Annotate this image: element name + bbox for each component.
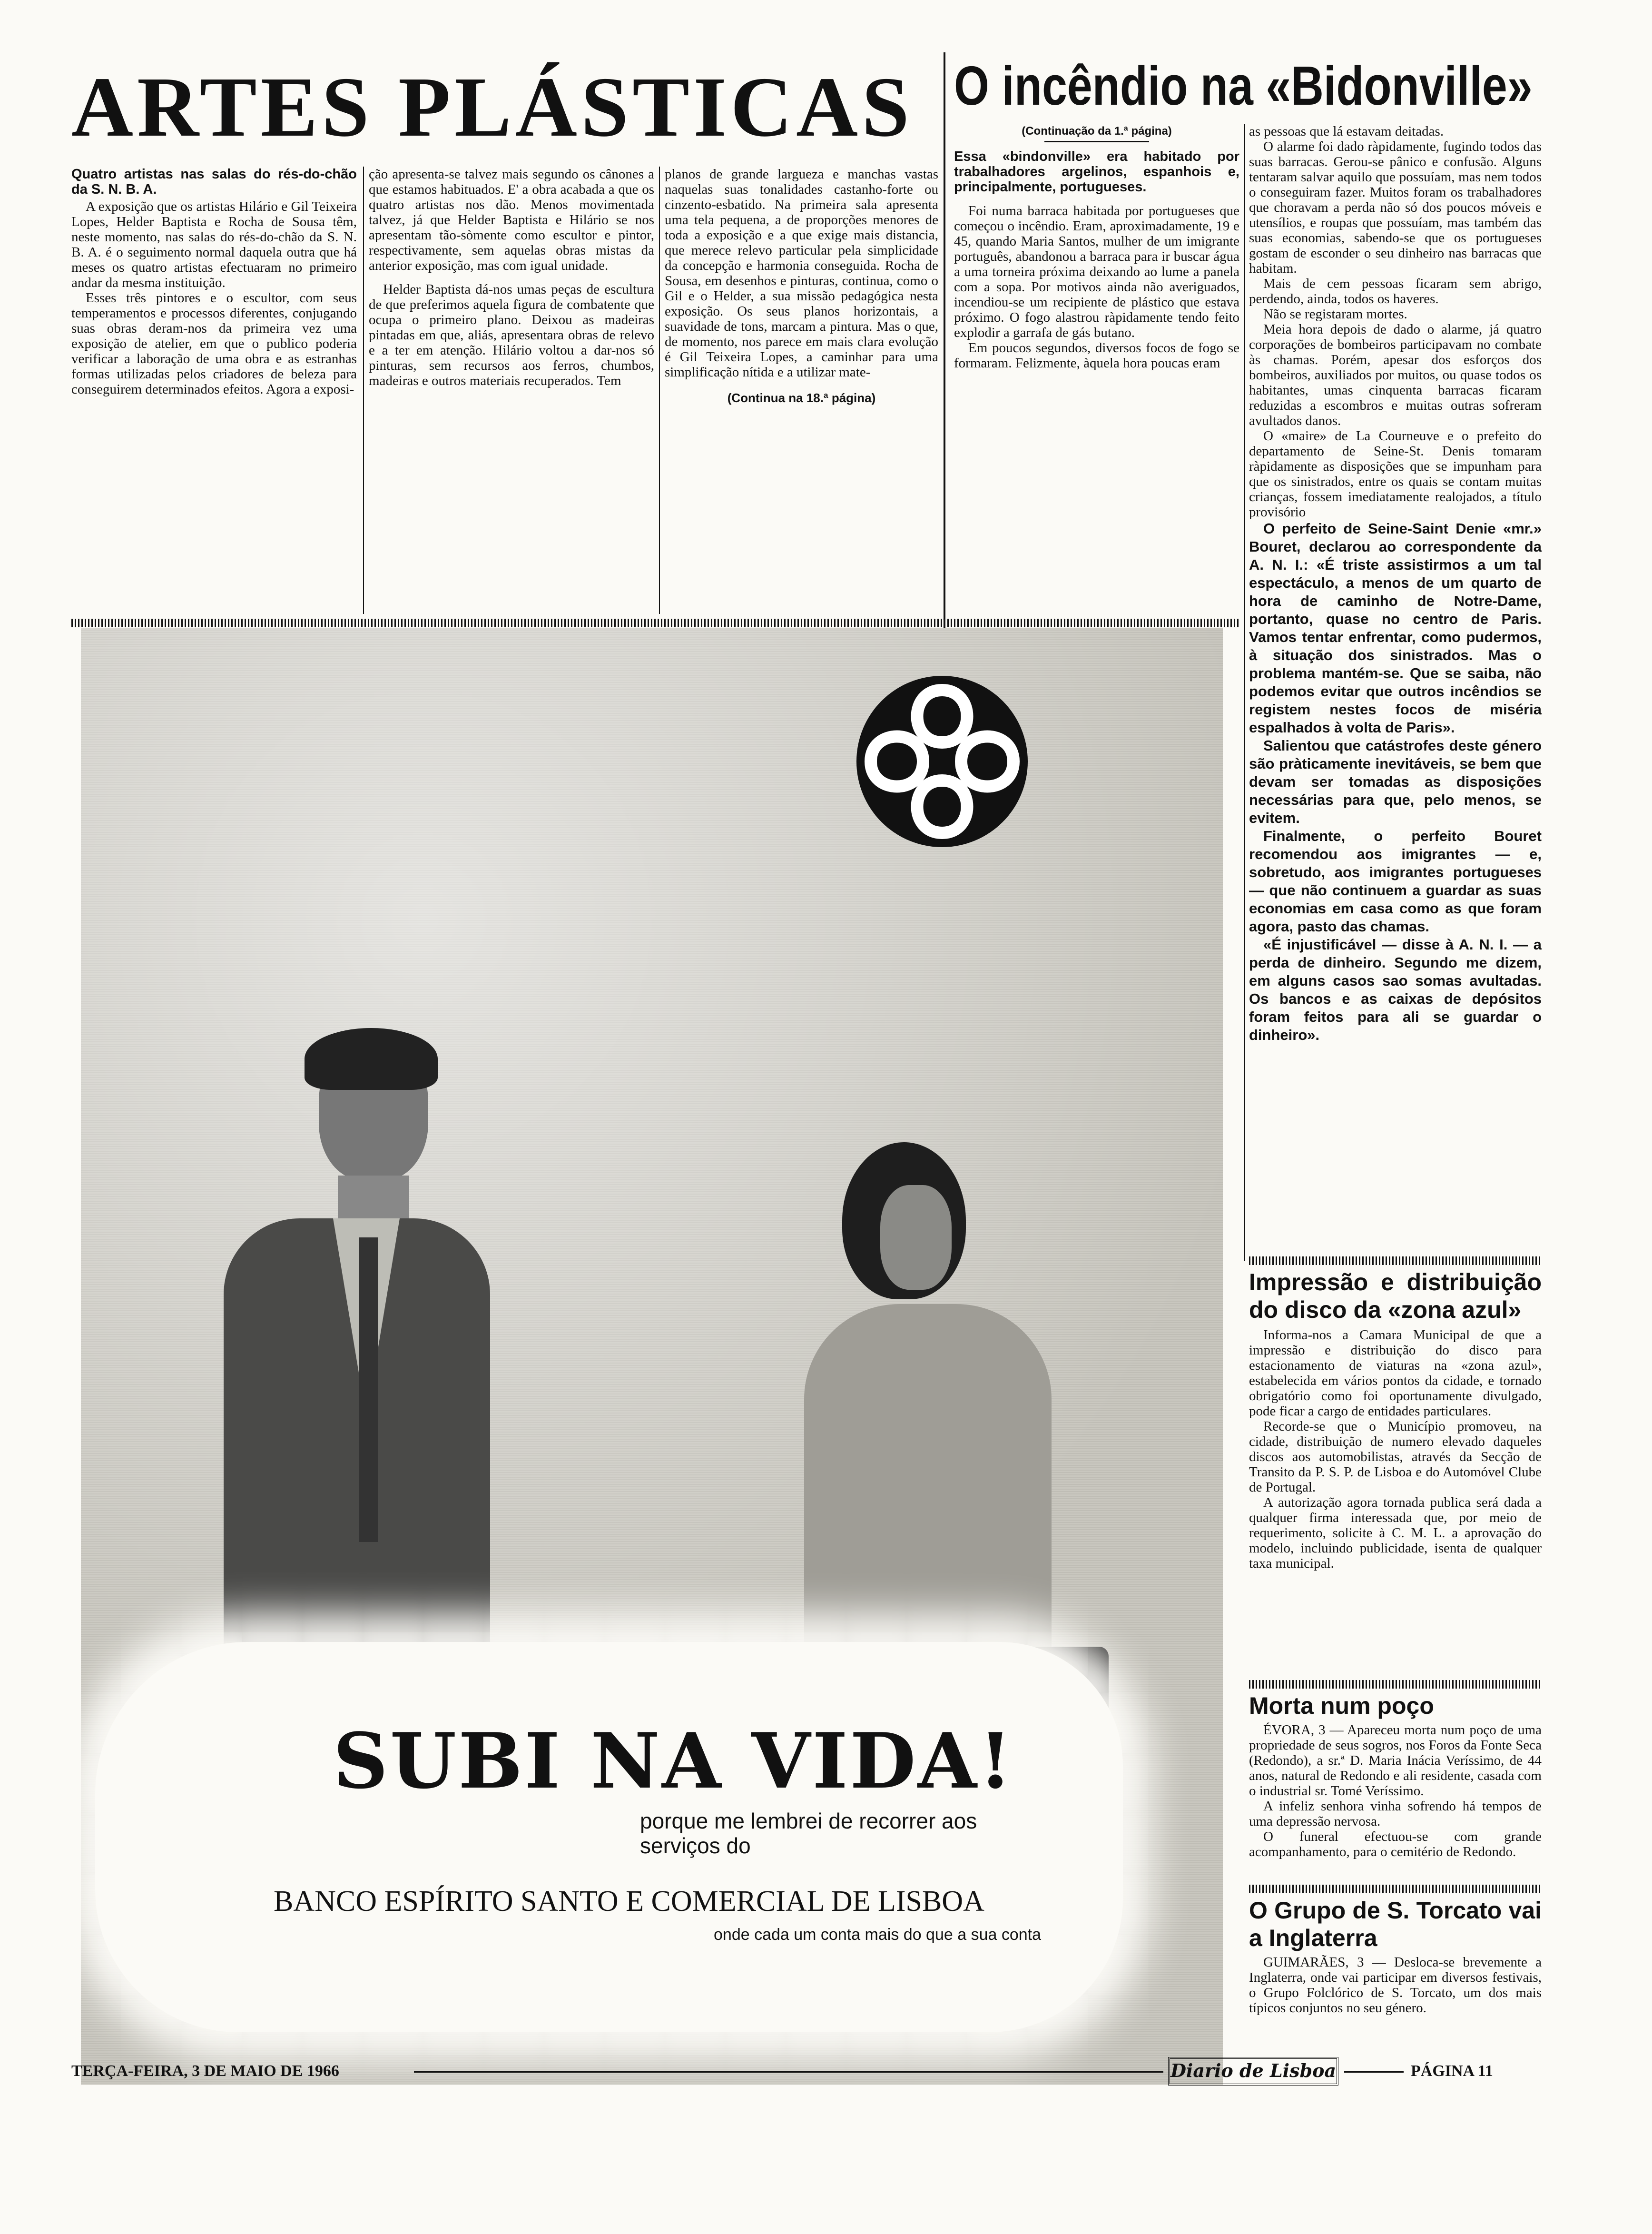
zona-azul-headline: Impressão e distribuição do disco da «zona azul» bbox=[1249, 1269, 1542, 1323]
column-divider bbox=[944, 52, 945, 635]
bidonville-paragraph: Não se registaram mortes. bbox=[1263, 306, 1407, 322]
bidonville-paragraph: O «maire» de La Courneuve e o prefeito do departamento de Seine-St. Denis tomaram ràpidamente as disposições que se impunham para que os sinistrados, entre os quais se contam muitas crianças, fossem imediatamente realojados, a título provisório bbox=[1249, 428, 1542, 520]
ad-tagline: onde cada um conta mais do que a sua conta bbox=[714, 1926, 1042, 1944]
section-separator bbox=[1249, 1885, 1542, 1893]
bidonville-paragraph: Meia hora depois de dado o alarme, já quatro corporações de bombeiros participavam no combate às chamas. Porém, apesar dos esforços dos bombeiros, auxiliados por muitos, ou quase todos os habitantes, umas cinquenta barracas ficaram reduzidas a escombros e muitas outras sofreram avultados danos. bbox=[1249, 322, 1542, 428]
morta-paragraph: ÉVORA, 3 — Apareceu morta num poço de uma propriedade de seus sogros, nos Foros da Fonte Seca (Redondo), a sr.ª D. Maria Inácia Veríssimo, de 44 anos, natural de Redondo e ali residente, casada com o industrial sr. Tomé Veríssimo. bbox=[1249, 1722, 1542, 1799]
continuacao-note: (Continuação da 1.ª página) bbox=[1022, 125, 1172, 138]
artes-paragraph: ção apresenta-se talvez mais segundo os cânones a que estamos habituados. E' a obra acabada a que os quatro artistas nos dão. Menos movimentada talvez, já que Helder Baptista e Hilário se nos apresentam tão-sòmente como escultor e pintor, respectivamente, sem aquelas obras mistas da anterior exposição, mas com igual unidade. bbox=[369, 167, 654, 273]
morta-paragraph: A infeliz senhora vinha sofrendo há tempos de uma depressão nervosa. bbox=[1249, 1799, 1542, 1829]
footer-masthead: Diario de Lisboa bbox=[1168, 2057, 1338, 2086]
zona-azul-paragraph: A autorização agora tornada publica será dada a qualquer firma interessada que, por meio de requerimento, solicite à C. M. L. a aprovação do modelo, incluindo publicidade, isenta de qualquer taxa municipal. bbox=[1249, 1495, 1542, 1571]
bidonville-paragraph-bold: Salientou que catástrofes deste género são pràticamente inevitáveis, se bem que devam ser tomadas as disposições necessárias para que, pelo menos, se evitem. bbox=[1249, 737, 1542, 826]
morta-paragraph: O funeral efectuou-se com grande acompanhamento, para o cemitério de Redondo. bbox=[1249, 1829, 1542, 1859]
ad-line-2: serviços do bbox=[640, 1833, 751, 1858]
section-separator bbox=[1249, 1256, 1542, 1265]
bidonville-paragraph: Foi numa barraca habitada por portugueses que começou o incêndio. Eram, aproximadamente, 19 e 45, quando Maria Santos, mulher de um imigrante português, abandonou a barraca para ir buscar água a uma torneira próxima deixando ao lume a panela com a sopa. Por motivos ainda não averiguados, incendiou-se um recipiente de plástico que estava próximo. O fogo alastrou ràpidamente tendo feito explodir a garrafa de gás butano. bbox=[954, 203, 1239, 340]
bidonville-paragraph: Mais de cem pessoas ficaram sem abrigo, perdendo, ainda, todos os haveres. bbox=[1249, 276, 1542, 306]
zona-azul-article bbox=[1249, 1268, 1542, 1571]
bidonville-column-1 bbox=[954, 124, 1239, 371]
section-separator bbox=[1249, 1680, 1542, 1689]
ad-line-1: porque me lembrei de recorrer aos bbox=[640, 1809, 977, 1833]
bidonville-lead: Essa «bindonville» era habitado por trabalhadores argelinos, espanhois e, principalmente, portugueses. bbox=[954, 149, 1239, 195]
bidonville-headline: O incêndio na «Bidonville» bbox=[954, 55, 1533, 117]
bidonville-paragraph-bold: O perfeito de Seine-Saint Denie «mr.» Bouret, declarou ao correspondente da A. N. I.: «É triste assistirmos a um tal espectáculo, a menos de um quarto de hora de caminho de Notre-Dame, portanto, quase no centro de Paris. Vamos tentar enfrentar, como pudermos, à situação dos sinistrados. Mas o problema mantém-se. Que se saiba, não podemos evitar que outros incêndios se registem nestes focos de miséria espalhados à volta de Paris». bbox=[1249, 520, 1542, 736]
artes-column-2 bbox=[369, 167, 654, 388]
bidonville-paragraph-bold: «É injustificável — disse à A. N. I. — a perda de dinheiro. Segundo me dizem, em alguns casos sao somas avultadas. Os bancos e as caixas de depósitos foram feitos para ali se guardar o dinheiro». bbox=[1249, 936, 1542, 1043]
bidonville-paragraph-bold: Finalmente, o perfeito Bouret recomendou aos imigrantes — e, sobretudo, aos imigrantes portugueses — que não continuem a guardar as suas economias em casa como as que foram agora, pasto das chamas. bbox=[1249, 828, 1542, 935]
footer-date: TERÇA-FEIRA, 3 DE MAIO DE 1966 bbox=[71, 2062, 339, 2080]
artes-column-3 bbox=[665, 167, 938, 405]
artes-paragraph: A exposição que os artistas Hilário e Gil Teixeira Lopes, Helder Baptista e Rocha de Sousa têm, neste momento, nas salas do rés-do-chão da S. N. B. A. é o seguimento normal daquela outra que há meses os quatro artistas efectuaram no primeiro andar da mesma instituição. bbox=[71, 199, 357, 290]
artes-column-1 bbox=[71, 167, 357, 397]
section-separator bbox=[71, 619, 1239, 627]
morta-article bbox=[1249, 1692, 1542, 1859]
ad-text-panel bbox=[95, 1642, 1123, 2032]
torcato-headline: O Grupo de S. Torcato vai a Inglaterra bbox=[1249, 1897, 1542, 1951]
artes-paragraph: Esses três pintores e o escultor, com seus temperamentos e processos diferentes, conjugando suas obras deram-nos da primeira vez uma exposição de atelier, em que o publico poderia verificar a laboração de uma obra e as estranhas formas utilizadas pelos criadores de beleza para conseguirem determinados efeitos. Agora a exposi- bbox=[71, 290, 357, 397]
footer-rule bbox=[1344, 2071, 1404, 2073]
bidonville-paragraph: as pessoas que lá estavam deitadas. bbox=[1249, 124, 1444, 139]
short-rule bbox=[1044, 141, 1149, 142]
bidonville-paragraph: Em poucos segundos, diversos focos de fogo se formaram. Felizmente, àquela hora poucas eram bbox=[954, 340, 1239, 371]
column-divider bbox=[659, 167, 660, 614]
column-divider bbox=[1244, 124, 1245, 1261]
bank-logo bbox=[852, 671, 1032, 852]
zona-azul-paragraph: Recorde-se que o Município promoveu, na cidade, distribuição de numero elevado daqueles discos aos automobilistas, através da Secção de Transito da P. S. P. de Lisboa e do Automóvel Clube de Portugal. bbox=[1249, 1419, 1542, 1495]
torcato-article bbox=[1249, 1897, 1542, 2016]
ad-bank-name: BANCO ESPÍRITO SANTO E COMERCIAL DE LISBOA bbox=[274, 1885, 984, 1918]
zona-azul-paragraph: Informa-nos a Camara Municipal de que a impressão e distribuição do disco para estacionamento de viaturas na «zona azul», estabelecida em vários pontos da cidade, e tornado obrigatório como foi oportunamente divulgado, pode ficar a cargo de entidades particulares. bbox=[1249, 1327, 1542, 1419]
artes-subhead: Quatro artistas nas salas do rés-do-chão da S. N. B. A. bbox=[71, 167, 357, 197]
footer-page-number: PÁGINA 11 bbox=[1411, 2062, 1493, 2080]
artes-paragraph: planos de grande largueza e manchas vastas naquelas suas tonalidades castanho-forte ou cinzento-esbatido. Na primeira sala apresenta uma tela pequena, a de proporções menores de toda a exposição e a que exige mais distancia, que merece relevo particular pela simplicidade da concepção e harmonia conseguida. Rocha de Sousa, em desenhos e pinturas, continua, como o Gil e o Helder, a sua missão pedagógica nesta exposição. Os seus planos horizontais, a suavidade de tons, marcam a pintura. Mas o que, de momento, nos parece em mais clara evolução é Gil Teixeira Lopes, a caminhar para uma simplificação nítida e a utilizar mate- bbox=[665, 167, 938, 380]
torcato-paragraph: GUIMARÃES, 3 — Desloca-se brevemente a Inglaterra, onde vai participar em diversos festivais, o Grupo Folclórico de S. Torcato, um dos mais típicos conjuntos no seu género. bbox=[1249, 1955, 1542, 2016]
footer-rule bbox=[414, 2071, 1163, 2073]
continua-note: (Continua na 18.ª página) bbox=[727, 391, 876, 405]
bidonville-paragraph: O alarme foi dado ràpidamente, fugindo todos das suas barracas. Gerou-se pânico e confusão. Alguns tentaram salvar aquilo que possuíam, mas nem todos o conseguiram fazer. Muitos foram os trabalhadores que choravam a perda não só dos poucos móveis e utensílios, e roupas que possuíam, mas também das suas economias, sabendo-se que os portugueses gostam de esconder o seu dinheiro nas barracas que habitam. bbox=[1249, 139, 1542, 276]
column-divider bbox=[363, 167, 364, 614]
artes-headline: ARTES PLÁSTICAS bbox=[71, 59, 914, 154]
artes-paragraph: Helder Baptista dá-nos umas peças de escultura de que preferimos aquela figura de combatente que ocupa o primeiro plano. Deixou as madeiras pintadas em que, aliás, apresentara obras de relevo e a ter em atenção. Hilário voltou a dar-nos só pinturas, sem recursos aos ferros, chumbos, madeiras e outros materiais recuperados. Tem bbox=[369, 282, 654, 388]
ad-headline: SUBI NA VIDA! bbox=[333, 1716, 1014, 1806]
ad-photo bbox=[81, 628, 1223, 2085]
bidonville-column-2 bbox=[1249, 124, 1542, 1044]
morta-headline: Morta num poço bbox=[1249, 1692, 1434, 1719]
